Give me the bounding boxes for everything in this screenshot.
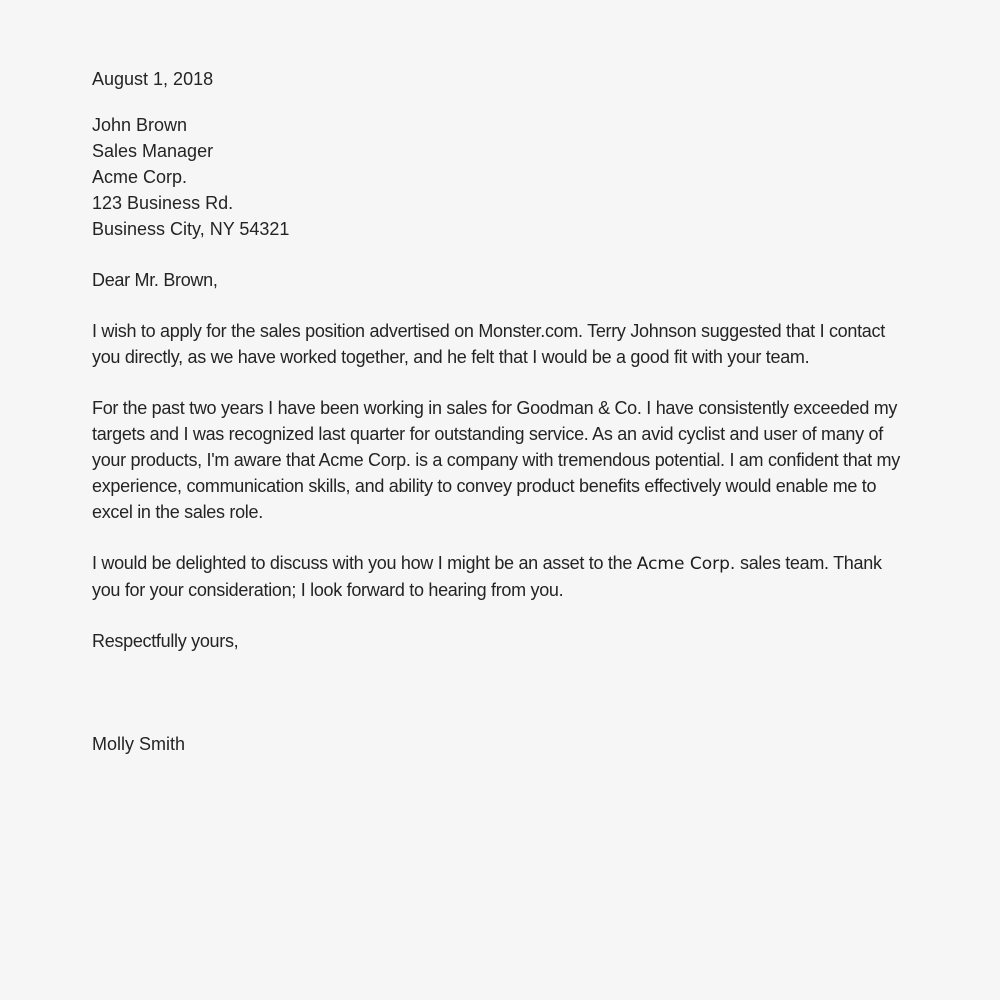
- paragraph-3-text-before: I would be delighted to discuss with you how I might be an asset to the: [92, 553, 637, 573]
- body-paragraph-3: [92, 550, 910, 603]
- recipient-name: John Brown: [92, 115, 188, 135]
- recipient-title: Sales Manager: [92, 141, 214, 161]
- recipient-street: 123 Business Rd.: [92, 193, 234, 213]
- body-paragraph-1: I wish to apply for the sales position advertised on Monster.com. Terry Johnson suggested that I contact you directly, as we have worked together, and he felt that I would be a good fit with your team.: [92, 321, 885, 367]
- salutation: Dear Mr. Brown,: [92, 270, 218, 290]
- letter-date: August 1, 2018: [92, 69, 214, 89]
- company-name-highlight: Acme Corp.: [636, 554, 736, 574]
- recipient-company: Acme Corp.: [92, 167, 188, 187]
- sender-signature-name: Molly Smith: [92, 734, 186, 754]
- recipient-city-state-zip: Business City, NY 54321: [92, 219, 290, 239]
- recipient-address: [92, 112, 910, 242]
- paragraph-3-text-after: sales team. Thank you for your consideration; I look forward to hearing from you.: [92, 553, 882, 600]
- complimentary-closing: Respectfully yours,: [92, 631, 239, 651]
- body-paragraph-2: For the past two years I have been working in sales for Goodman & Co. I have consistently exceeded my targets and I was recognized last quarter for outstanding service. As an avid cyclist and user of many of your products, I'm aware that Acme Corp. is a company with tremendous potential. I am confident that my experience, communication skills, and ability to convey product benefits effectively would enable me to excel in the sales role.: [92, 398, 900, 522]
